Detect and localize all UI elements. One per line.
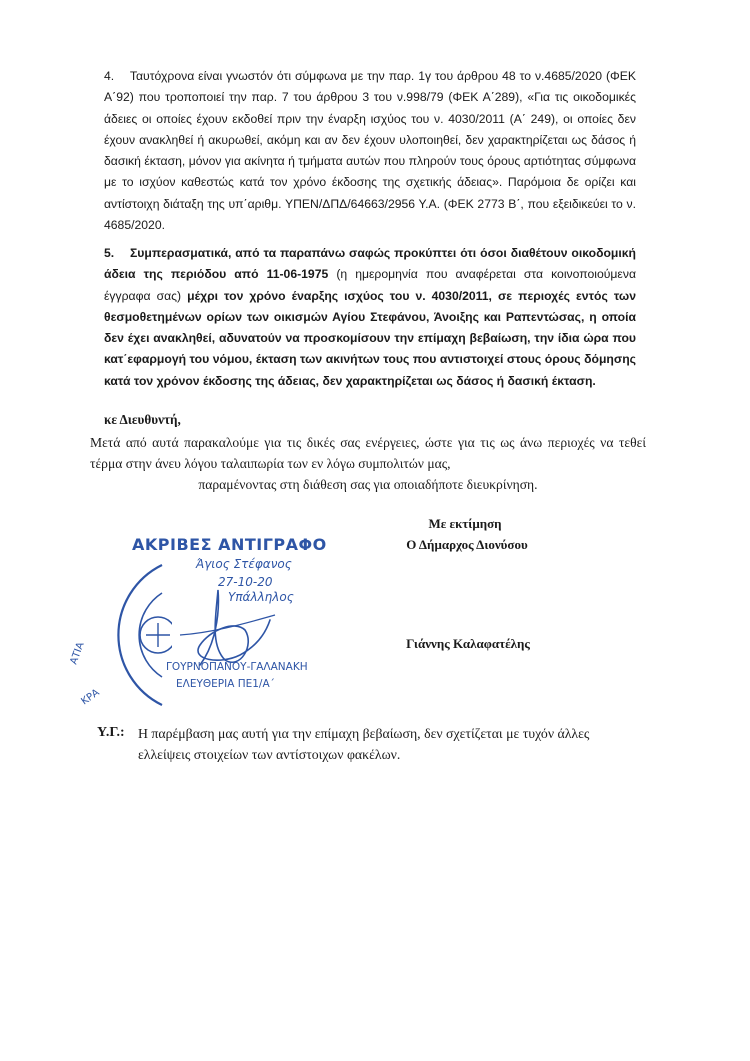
paragraph-4-number: 4. xyxy=(104,69,115,83)
stamp-title: ΑΚΡΙΒΕΣ ΑΝΤΙΓΡΑΦΟ xyxy=(132,535,327,554)
salutation: κε Διευθυντή, xyxy=(104,412,181,427)
paragraph-5 xyxy=(104,243,636,392)
municipal-seal-icon xyxy=(62,555,172,715)
paragraph-5-bold-text-2: μέχρι τον χρόνο έναρξης ισχύος του ν. 4030/2011, σε περιοχές εντός των θεσμοθετημένων ορίων των οικισμών Αγίου Στεφάνου, Άνοιξης και Ραπεντώσας, η οποία δεν έχει ανακληθεί, αδυνατούν να προσκομίσουν την επίμαχη βεβαίωση, την ίδια ώρα που κατ΄εφαρμογή του νόμου, έκταση των ακινήτων τους που αντιστοιχεί στους όρους δόμησης κατά τον χρόνον έκδοσης της άδειας, δεν χαρακτηρίζεται ως δάσος ή δασική έκταση. xyxy=(104,288,637,388)
postscript-text: Η παρέμβαση μας αυτή για την επίμαχη βεβαίωση, δεν σχετίζεται με τυχόν άλλες ελλείψεις στοιχείων των αντίστοιχων φακέλων. xyxy=(138,726,590,762)
closing-line-1: Μετά από αυτά παρακαλούμε για τις δικές σας ενέργειες, ώστε για τις ως άνω περιοχές να τεθεί τέρμα στην άνευ λόγου ταλαιπωρία των εν λόγω συμπολιτών μας, xyxy=(90,435,646,471)
stamp-person-name: ΓΟΥΡΝΟΠΑΝΟΥ-ΓΑΛΑΝΑΚΗ xyxy=(166,661,308,673)
mayor-name: Γιάννης Καλαφατέλης xyxy=(406,636,530,651)
paragraph-5-bold-text-1: Συμπερασματικά, από τα παραπάνω σαφώς προκύπτει ότι όσοι διαθέτουν οικοδομική άδεια της περιόδου από 11-06-1975 xyxy=(104,246,636,282)
paragraph-5-normal-text: (η ημερομηνία που αναφέρεται στα κοινοποιούμενα έγγραφα σας) xyxy=(104,267,637,303)
stamp-person-position: ΕΛΕΥΘΕΡΙΑ ΠΕ1/Α΄ xyxy=(176,678,275,690)
handwritten-signature xyxy=(170,575,290,685)
closing-line-2: παραμένοντας στη διάθεση σας για οποιαδήποτε διευκρίνηση. xyxy=(198,477,538,492)
mayor-title: Ο Δήμαρχος Διονύσου xyxy=(406,537,528,552)
postscript-label: Υ.Γ.: xyxy=(97,725,125,740)
svg-text:ΚΡΑ: ΚΡΑ xyxy=(79,687,102,708)
regards: Με εκτίμηση xyxy=(428,516,502,531)
paragraph-4 xyxy=(104,66,636,236)
stamp-place: Άγιος Στέφανος xyxy=(196,557,292,571)
svg-text:ΑΤΙΑ: ΑΤΙΑ xyxy=(68,640,87,667)
paragraph-4-text: Ταυτόχρονα είναι γνωστόν ότι σύμφωνα με την παρ. 1γ του άρθρου 48 το ν.4685/2020 (ΦΕΚ Α΄92) που τροποποιεί την παρ. 7 του άρθρου 3 του ν.998/79 (ΦΕΚ Α΄289), «Για τις οικοδομικές άδειες οι οποίες έχουν εκδοθεί πριν την έναρξη ισχύος του ν. 4030/2011 (Α΄ 249), οι οποίες δεν έχουν ανακληθεί ή ακυρωθεί, ακόμη και αν δεν έχουν υλοποιηθεί, δεν χαρακτηρίζεται ως δάσος ή δασική έκταση, μόνον για ακίνητα ή τμήματα αυτών που πληρούν τους όρους αρτιότητας σύμφωνα με το ισχύον καθεστώς κατά τον χρόνο έκδοσης της σχετικής άδειας». Παρόμοια δε ορίζει και αντίστοιχη διάταξη της υπ΄αριθμ. ΥΠΕΝ/ΔΠΔ/64663/2956 Υ.Α. (ΦΕΚ 2773 Β΄, που εξειδικεύει το ν. 4685/2020. xyxy=(104,69,637,233)
paragraph-5-number: 5. xyxy=(104,246,115,260)
stamp-role: Υπάλληλος xyxy=(228,590,294,604)
closing-paragraph xyxy=(90,432,646,495)
stamp-date: 27-10-20 xyxy=(218,575,273,589)
